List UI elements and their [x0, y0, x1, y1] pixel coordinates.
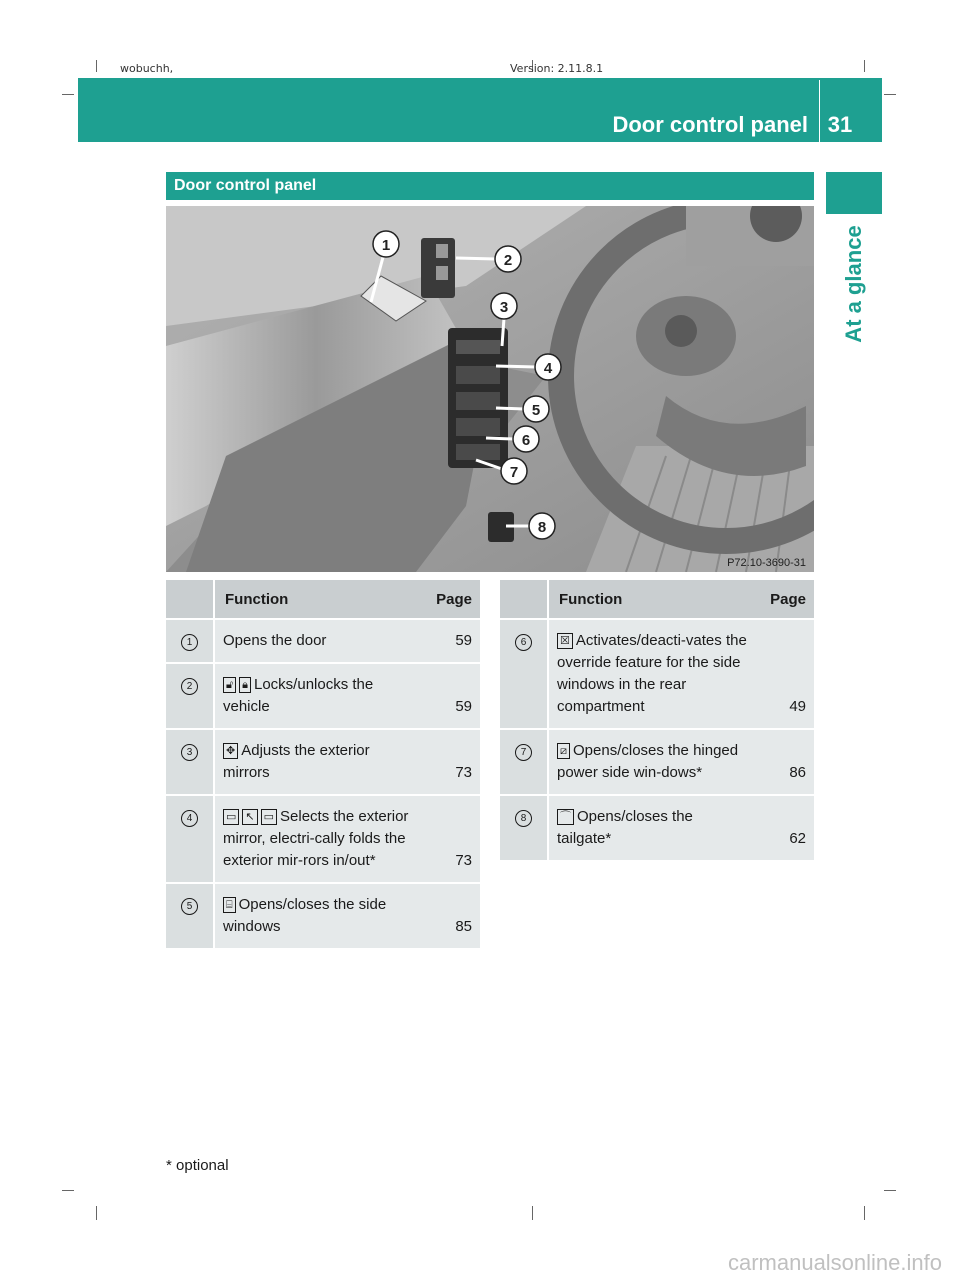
figure-callout: 3: [499, 299, 509, 316]
chapter-tab: [826, 214, 882, 354]
crop-mark: [96, 60, 97, 72]
page-reference: 59: [422, 663, 480, 729]
fold-mirror-icon: ↖: [242, 809, 257, 825]
footnote: * optional: [166, 1157, 229, 1174]
figure-callout: 1: [381, 237, 391, 254]
function-description: Opens/closes the tailgate*: [557, 808, 693, 847]
crop-mark: [884, 94, 896, 95]
page-reference: 73: [422, 729, 480, 795]
table-header-row: [166, 580, 480, 619]
function-cell: [214, 795, 422, 883]
mirror-adjust-icon: ✥: [223, 743, 238, 759]
callout-number: 7: [515, 744, 532, 761]
side-window-icon: ⌸: [223, 897, 236, 913]
function-description: Activates/deacti-vates the override feature for the side windows in the rear compartment: [557, 632, 747, 715]
row-number: [500, 729, 548, 795]
row-number: [166, 663, 214, 729]
figure-code: P72.10-3690-31: [727, 557, 806, 569]
figure-callout: 5: [531, 402, 541, 419]
function-table-left: [166, 580, 480, 950]
function-cell: [214, 729, 422, 795]
figure-callout: 6: [521, 432, 531, 449]
function-description: Selects the exterior mirror, electri-cally folds the exterior mir-rors in/out*: [223, 808, 409, 869]
unlock-icon: 🔓︎: [223, 677, 236, 693]
function-description: Locks/unlocks the vehicle: [223, 676, 374, 715]
table-row: [166, 795, 480, 883]
function-description: Opens/closes the side windows: [223, 896, 387, 935]
header-num-cell: [166, 580, 214, 619]
crop-mark: [96, 1206, 97, 1220]
row-number: [166, 729, 214, 795]
table-row: [166, 729, 480, 795]
table-row: [500, 619, 814, 729]
callout-number: 8: [515, 810, 532, 827]
header-page: Page: [422, 580, 480, 619]
print-meta-version: Version: 2.11.8.1: [510, 62, 604, 75]
section-title: Door control panel: [174, 177, 317, 194]
page-reference: 59: [422, 619, 480, 663]
table-row: [166, 883, 480, 949]
header-function: Function: [214, 580, 422, 619]
crop-mark: [62, 94, 74, 95]
page-header-title: Door control panel: [612, 112, 808, 137]
door-panel-figure: [166, 206, 814, 572]
function-cell: [214, 883, 422, 949]
row-number: [166, 619, 214, 663]
page-reference: 49: [756, 619, 814, 729]
row-number: [500, 795, 548, 861]
right-mirror-icon: ▭: [223, 809, 239, 825]
page-reference: 86: [756, 729, 814, 795]
row-number: [500, 619, 548, 729]
chapter-tab-marker: [826, 172, 882, 214]
page-reference: 85: [422, 883, 480, 949]
crop-mark: [884, 1190, 896, 1191]
callout-number: 2: [181, 678, 198, 695]
callout-number: 1: [181, 634, 198, 651]
table-row: [166, 619, 480, 663]
chapter-tab-label: At a glance: [841, 225, 866, 343]
callout-number: 4: [181, 810, 198, 827]
header-num-cell: [500, 580, 548, 619]
left-mirror-icon: ▭: [261, 809, 277, 825]
callout-number: 3: [181, 744, 198, 761]
function-description: Opens/closes the hinged power side win-dows*: [557, 742, 739, 781]
crop-mark: [864, 60, 865, 72]
table-row: [166, 663, 480, 729]
callout-number: 6: [515, 634, 532, 651]
watermark: carmanualsonline.info: [727, 1250, 942, 1275]
function-description: Adjusts the exterior mirrors: [223, 742, 370, 781]
function-cell: [548, 619, 756, 729]
tailgate-icon: ⌒: [557, 809, 574, 825]
page-reference: 62: [756, 795, 814, 861]
figure-callout: 4: [543, 360, 553, 377]
function-cell: [214, 663, 422, 729]
header-function: Function: [548, 580, 756, 619]
child-lock-icon: ☒: [557, 633, 573, 649]
page-reference: 73: [422, 795, 480, 883]
table-row: [500, 795, 814, 861]
function-table-right: [500, 580, 814, 862]
lock-icon: 🔒︎: [239, 677, 251, 693]
table-header-row: [500, 580, 814, 619]
function-cell: [548, 729, 756, 795]
row-number: [166, 883, 214, 949]
figure-callout: 8: [537, 519, 547, 536]
crop-mark: [62, 1190, 74, 1191]
crop-mark: [532, 1206, 533, 1220]
hinged-window-icon: ⧄: [557, 743, 570, 759]
callout-number: 5: [181, 898, 198, 915]
table-row: [500, 729, 814, 795]
function-cell: [548, 795, 756, 861]
page-number: 31: [827, 112, 853, 137]
crop-mark: [864, 1206, 865, 1220]
figure-callout: 2: [503, 252, 513, 269]
function-description: Opens the door: [214, 619, 422, 663]
figure-callout: 7: [509, 464, 519, 481]
header-page: Page: [756, 580, 814, 619]
row-number: [166, 795, 214, 883]
print-meta-left: wobuchh,: [120, 62, 174, 75]
